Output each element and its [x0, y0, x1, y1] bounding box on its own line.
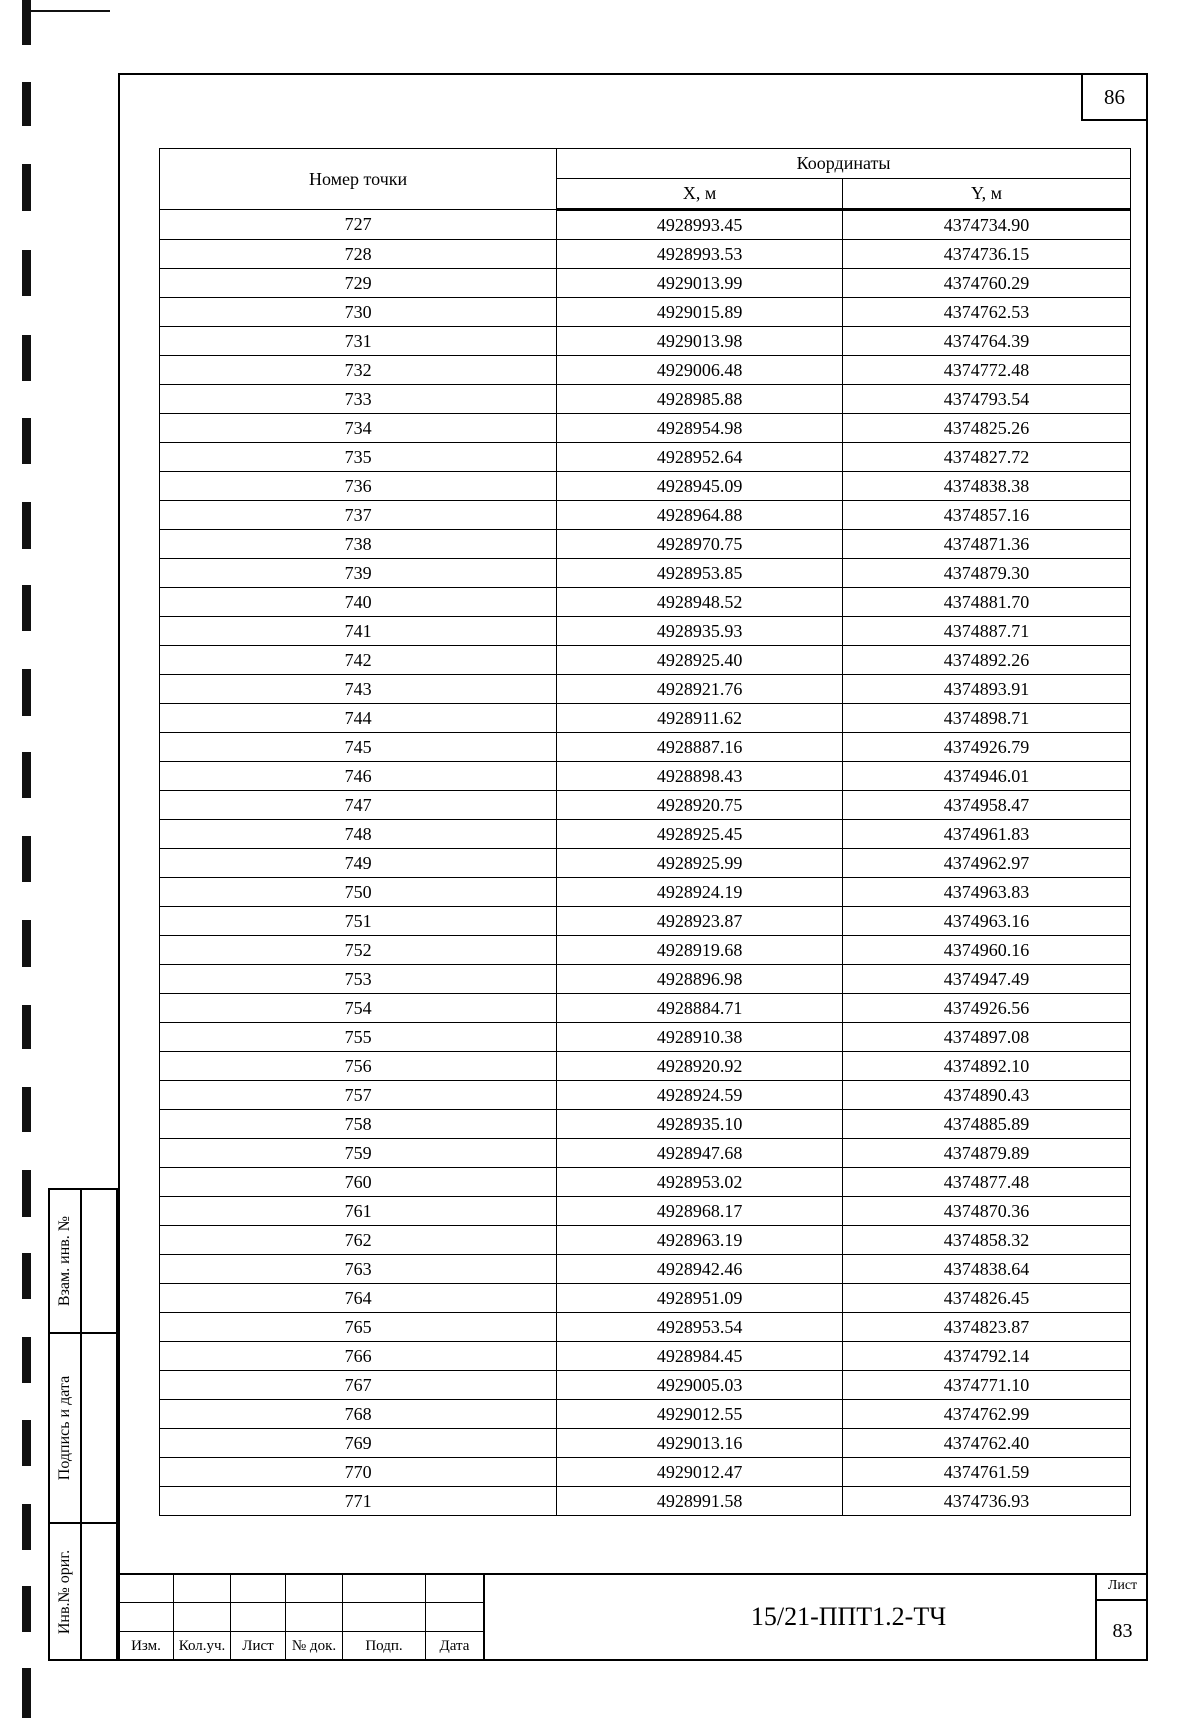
- x-coordinate-cell: 4928924.19: [557, 878, 843, 907]
- y-coordinate-cell: 4374961.83: [843, 820, 1131, 849]
- point-number-cell: 744: [160, 704, 557, 733]
- sheet-label: Лист: [1097, 1573, 1148, 1601]
- x-coordinate-cell: 4928993.45: [557, 210, 843, 240]
- point-number-cell: 760: [160, 1168, 557, 1197]
- point-number-cell: 757: [160, 1081, 557, 1110]
- y-coordinate-cell: 4374736.15: [843, 240, 1131, 269]
- table-row: [160, 762, 1131, 791]
- scan-edge-mark: [22, 1668, 31, 1718]
- point-number-cell: 734: [160, 414, 557, 443]
- x-coordinate-cell: 4929013.98: [557, 327, 843, 356]
- table-row: [160, 1110, 1131, 1139]
- x-coordinate-cell: 4928954.98: [557, 414, 843, 443]
- x-coordinate-cell: 4928970.75: [557, 530, 843, 559]
- x-coordinate-cell: 4928945.09: [557, 472, 843, 501]
- x-coordinate-cell: 4929013.99: [557, 269, 843, 298]
- y-coordinate-cell: 4374772.48: [843, 356, 1131, 385]
- x-coordinate-cell: 4928925.99: [557, 849, 843, 878]
- table-row: [160, 849, 1131, 878]
- x-coordinate-cell: 4928984.45: [557, 1342, 843, 1371]
- table-row: [160, 559, 1131, 588]
- x-coordinate-cell: 4928985.88: [557, 385, 843, 414]
- y-coordinate-cell: 4374838.38: [843, 472, 1131, 501]
- scan-edge-mark: [22, 0, 31, 45]
- x-coordinate-cell: 4929005.03: [557, 1371, 843, 1400]
- original-inv-cell: [48, 1522, 118, 1661]
- point-number-cell: 745: [160, 733, 557, 762]
- x-coordinate-cell: 4928920.75: [557, 791, 843, 820]
- x-coordinate-cell: 4928942.46: [557, 1255, 843, 1284]
- point-number-cell: 735: [160, 443, 557, 472]
- point-number-cell: 759: [160, 1139, 557, 1168]
- table-row: [160, 617, 1131, 646]
- point-number-cell: 740: [160, 588, 557, 617]
- side-approval-panel: [48, 1188, 118, 1661]
- y-coordinate-cell: 4374963.83: [843, 878, 1131, 907]
- point-number-cell: 769: [160, 1429, 557, 1458]
- y-coordinate-cell: 4374963.16: [843, 907, 1131, 936]
- col-change: Изм.: [119, 1632, 174, 1661]
- col-qty: Кол.уч.: [174, 1632, 231, 1661]
- x-coordinate-cell: 4928991.58: [557, 1487, 843, 1516]
- x-coordinate-cell: 4928963.19: [557, 1226, 843, 1255]
- scan-edge-mark: [22, 752, 31, 798]
- x-coordinate-cell: 4928919.68: [557, 936, 843, 965]
- y-coordinate-cell: 4374870.36: [843, 1197, 1131, 1226]
- point-number-cell: 738: [160, 530, 557, 559]
- y-coordinate-cell: 4374826.45: [843, 1284, 1131, 1313]
- table-row: [160, 385, 1131, 414]
- x-coordinate-cell: 4928884.71: [557, 994, 843, 1023]
- table-row: [160, 210, 1131, 240]
- x-coordinate-cell: 4928935.10: [557, 1110, 843, 1139]
- table-row: [160, 269, 1131, 298]
- revision-grid: [118, 1573, 484, 1661]
- title-block: [118, 1573, 1148, 1661]
- x-coordinate-cell: 4928887.16: [557, 733, 843, 762]
- table-row: [160, 1487, 1131, 1516]
- y-coordinate-cell: 4374736.93: [843, 1487, 1131, 1516]
- table-row: [160, 1342, 1131, 1371]
- table-row: [160, 1284, 1131, 1313]
- x-coordinate-cell: 4928953.85: [557, 559, 843, 588]
- x-coordinate-cell: 4929013.16: [557, 1429, 843, 1458]
- y-coordinate-cell: 4374762.53: [843, 298, 1131, 327]
- scan-edge-mark: [22, 1005, 31, 1049]
- signature-date-label: Подпись и дата: [56, 1375, 73, 1481]
- table-row: [160, 994, 1131, 1023]
- table-row: [160, 443, 1131, 472]
- scan-edge-mark: [22, 502, 31, 549]
- y-coordinate-cell: 4374881.70: [843, 588, 1131, 617]
- y-coordinate-cell: 4374887.71: [843, 617, 1131, 646]
- replacement-inv-label: Взам. инв. №: [56, 1215, 74, 1307]
- point-number-cell: 751: [160, 907, 557, 936]
- table-row: [160, 1429, 1131, 1458]
- y-coordinate-cell: 4374926.56: [843, 994, 1131, 1023]
- sheet-number: 83: [1112, 1619, 1133, 1642]
- header-coordinates: Координаты: [557, 149, 1131, 179]
- y-coordinate-cell: 4374962.97: [843, 849, 1131, 878]
- x-coordinate-cell: 4928953.02: [557, 1168, 843, 1197]
- point-number-cell: 758: [160, 1110, 557, 1139]
- scan-edge-mark: [22, 669, 31, 716]
- point-number-cell: 766: [160, 1342, 557, 1371]
- point-number-cell: 739: [160, 559, 557, 588]
- table-row: [160, 1168, 1131, 1197]
- y-coordinate-cell: 4374926.79: [843, 733, 1131, 762]
- table-row: [160, 1023, 1131, 1052]
- table-row: [160, 646, 1131, 675]
- x-coordinate-cell: 4928935.93: [557, 617, 843, 646]
- table-row: [160, 820, 1131, 849]
- x-coordinate-cell: 4928923.87: [557, 907, 843, 936]
- table-row: [160, 965, 1131, 994]
- point-number-cell: 736: [160, 472, 557, 501]
- table-row: [160, 936, 1131, 965]
- table-row: [160, 327, 1131, 356]
- x-coordinate-cell: 4928968.17: [557, 1197, 843, 1226]
- x-coordinate-cell: 4928920.92: [557, 1052, 843, 1081]
- y-coordinate-cell: 4374857.16: [843, 501, 1131, 530]
- table-row: [160, 1458, 1131, 1487]
- point-number-cell: 733: [160, 385, 557, 414]
- x-coordinate-cell: 4928952.64: [557, 443, 843, 472]
- table-row: [160, 1197, 1131, 1226]
- scan-edge-mark: [22, 418, 31, 464]
- y-coordinate-cell: 4374823.87: [843, 1313, 1131, 1342]
- document-code: 15/21-ППТ1.2-ТЧ: [483, 1573, 1200, 1661]
- y-coordinate-cell: 4374858.32: [843, 1226, 1131, 1255]
- y-coordinate-cell: 4374897.08: [843, 1023, 1131, 1052]
- table-row: [160, 298, 1131, 327]
- x-coordinate-cell: 4928910.38: [557, 1023, 843, 1052]
- table-row: [160, 414, 1131, 443]
- signature-date-cell: [48, 1332, 118, 1524]
- table-row: [160, 704, 1131, 733]
- replacement-inv-cell: [48, 1188, 118, 1334]
- y-coordinate-cell: 4374792.14: [843, 1342, 1131, 1371]
- point-number-cell: 748: [160, 820, 557, 849]
- point-number-cell: 771: [160, 1487, 557, 1516]
- point-number-cell: 741: [160, 617, 557, 646]
- y-coordinate-cell: 4374890.43: [843, 1081, 1131, 1110]
- x-coordinate-cell: 4929012.47: [557, 1458, 843, 1487]
- scan-edge-mark: [22, 1420, 31, 1466]
- scan-edge-mark: [22, 250, 31, 296]
- point-number-cell: 752: [160, 936, 557, 965]
- y-coordinate-cell: 4374879.89: [843, 1139, 1131, 1168]
- y-coordinate-cell: 4374898.71: [843, 704, 1131, 733]
- col-date: Дата: [426, 1632, 484, 1661]
- point-number-cell: 729: [160, 269, 557, 298]
- table-row: [160, 588, 1131, 617]
- header-point-number: Номер точки: [160, 149, 557, 210]
- point-number-cell: 768: [160, 1400, 557, 1429]
- col-doc-no: № док.: [286, 1632, 343, 1661]
- table-row: [160, 878, 1131, 907]
- y-coordinate-cell: 4374762.40: [843, 1429, 1131, 1458]
- y-coordinate-cell: 4374771.10: [843, 1371, 1131, 1400]
- table-row: [160, 1139, 1131, 1168]
- x-coordinate-cell: 4929012.55: [557, 1400, 843, 1429]
- table-row: [160, 501, 1131, 530]
- table-row: [160, 733, 1131, 762]
- y-coordinate-cell: 4374946.01: [843, 762, 1131, 791]
- point-number-cell: 763: [160, 1255, 557, 1284]
- y-coordinate-cell: 4374734.90: [843, 210, 1131, 240]
- scan-edge-mark: [22, 335, 31, 381]
- table-row: [160, 1052, 1131, 1081]
- point-number-cell: 731: [160, 327, 557, 356]
- point-number-cell: 737: [160, 501, 557, 530]
- table-row: [160, 356, 1131, 385]
- point-number-cell: 730: [160, 298, 557, 327]
- header-y: Y, м: [843, 179, 1131, 210]
- y-coordinate-cell: 4374958.47: [843, 791, 1131, 820]
- point-number-cell: 742: [160, 646, 557, 675]
- x-coordinate-cell: 4928921.76: [557, 675, 843, 704]
- x-coordinate-cell: 4928911.62: [557, 704, 843, 733]
- y-coordinate-cell: 4374838.64: [843, 1255, 1131, 1284]
- table-row: [160, 1313, 1131, 1342]
- coordinates-table: [159, 148, 1131, 1516]
- table-row: [160, 240, 1131, 269]
- y-coordinate-cell: 4374827.72: [843, 443, 1131, 472]
- x-coordinate-cell: 4928898.43: [557, 762, 843, 791]
- x-coordinate-cell: 4928953.54: [557, 1313, 843, 1342]
- point-number-cell: 767: [160, 1371, 557, 1400]
- scan-edge-mark: [22, 1253, 31, 1299]
- x-coordinate-cell: 4928925.40: [557, 646, 843, 675]
- y-coordinate-cell: 4374947.49: [843, 965, 1131, 994]
- point-number-cell: 746: [160, 762, 557, 791]
- y-coordinate-cell: 4374761.59: [843, 1458, 1131, 1487]
- x-coordinate-cell: 4928925.45: [557, 820, 843, 849]
- point-number-cell: 743: [160, 675, 557, 704]
- y-coordinate-cell: 4374762.99: [843, 1400, 1131, 1429]
- scan-edge-mark: [22, 164, 31, 211]
- point-number-cell: 749: [160, 849, 557, 878]
- y-coordinate-cell: 4374877.48: [843, 1168, 1131, 1197]
- table-row: [160, 1371, 1131, 1400]
- scan-edge-mark: [22, 1586, 31, 1632]
- point-number-cell: 762: [160, 1226, 557, 1255]
- x-coordinate-cell: 4928993.53: [557, 240, 843, 269]
- table-row: [160, 1400, 1131, 1429]
- point-number-cell: 747: [160, 791, 557, 820]
- col-signature: Подп.: [343, 1632, 426, 1661]
- y-coordinate-cell: 4374871.36: [843, 530, 1131, 559]
- point-number-cell: 754: [160, 994, 557, 1023]
- y-coordinate-cell: 4374960.16: [843, 936, 1131, 965]
- table-row: [160, 530, 1131, 559]
- scan-edge-mark: [22, 1170, 31, 1217]
- point-number-cell: 764: [160, 1284, 557, 1313]
- scan-edge-mark: [22, 1087, 31, 1132]
- scan-edge-mark: [22, 82, 31, 126]
- y-coordinate-cell: 4374893.91: [843, 675, 1131, 704]
- y-coordinate-cell: 4374764.39: [843, 327, 1131, 356]
- y-coordinate-cell: 4374760.29: [843, 269, 1131, 298]
- x-coordinate-cell: 4928947.68: [557, 1139, 843, 1168]
- table-row: [160, 1226, 1131, 1255]
- table-row: [160, 907, 1131, 936]
- y-coordinate-cell: 4374885.89: [843, 1110, 1131, 1139]
- table-row: [160, 1081, 1131, 1110]
- scan-edge-mark: [22, 585, 31, 631]
- x-coordinate-cell: 4929006.48: [557, 356, 843, 385]
- x-coordinate-cell: 4928924.59: [557, 1081, 843, 1110]
- point-number-cell: 770: [160, 1458, 557, 1487]
- original-inv-label: Инв.№ ориг.: [56, 1549, 74, 1634]
- point-number-cell: 728: [160, 240, 557, 269]
- point-number-cell: 755: [160, 1023, 557, 1052]
- table-row: [160, 1255, 1131, 1284]
- point-number-cell: 753: [160, 965, 557, 994]
- y-coordinate-cell: 4374892.10: [843, 1052, 1131, 1081]
- y-coordinate-cell: 4374892.26: [843, 646, 1131, 675]
- scan-edge-mark: [22, 836, 31, 882]
- y-coordinate-cell: 4374879.30: [843, 559, 1131, 588]
- table-row: [160, 472, 1131, 501]
- y-coordinate-cell: 4374793.54: [843, 385, 1131, 414]
- point-number-cell: 756: [160, 1052, 557, 1081]
- table-row: [160, 791, 1131, 820]
- point-number-cell: 761: [160, 1197, 557, 1226]
- point-number-cell: 727: [160, 210, 557, 240]
- x-coordinate-cell: 4928896.98: [557, 965, 843, 994]
- point-number-cell: 732: [160, 356, 557, 385]
- header-x: X, м: [557, 179, 843, 210]
- x-coordinate-cell: 4929015.89: [557, 298, 843, 327]
- page-number: 86: [1081, 73, 1148, 121]
- col-sheet: Лист: [231, 1632, 286, 1661]
- scan-edge-mark: [22, 10, 110, 12]
- sheet-cell: [1095, 1573, 1148, 1661]
- x-coordinate-cell: 4928964.88: [557, 501, 843, 530]
- table-row: [160, 675, 1131, 704]
- x-coordinate-cell: 4928951.09: [557, 1284, 843, 1313]
- y-coordinate-cell: 4374825.26: [843, 414, 1131, 443]
- scan-edge-mark: [22, 920, 31, 967]
- point-number-cell: 765: [160, 1313, 557, 1342]
- x-coordinate-cell: 4928948.52: [557, 588, 843, 617]
- point-number-cell: 750: [160, 878, 557, 907]
- scan-edge-mark: [22, 1504, 31, 1550]
- scan-edge-mark: [22, 1337, 31, 1383]
